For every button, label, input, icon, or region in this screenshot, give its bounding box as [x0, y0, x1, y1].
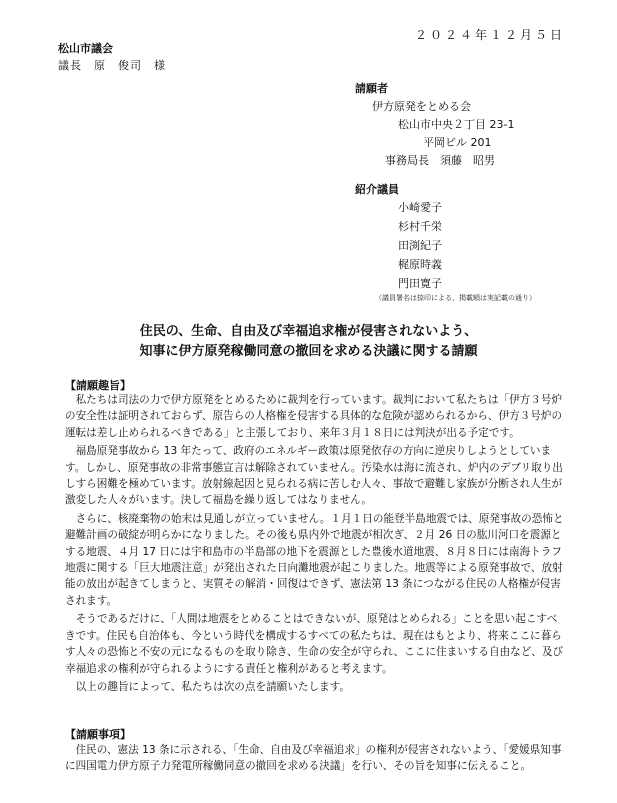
introducer-member: 門田寛子	[398, 277, 442, 290]
introducer-member: 田渕紀子	[398, 239, 442, 252]
items-body	[65, 742, 565, 777]
introducer-member: 梶原時義	[398, 258, 442, 271]
petitioner-address-line1: 松山市中央２丁目 23-1	[398, 118, 515, 131]
purpose-heading: 【請願趣旨】	[65, 379, 131, 392]
petition-title-line2: 知事に伊方原発稼働同意の撤回を求める決議に関する請願	[139, 344, 478, 359]
purpose-paragraph: 私たちは司法の力で伊方原発をとめるために裁判を行っています。裁判において私たちは「伊方３号炉の安全性は証明されておらず、原告らの人格権を侵害する具体的な危険が認められるから、伊方３号炉の運転は差し止められるべきである」と主張しており、来年３月１８日には判決が出る予定です。	[65, 394, 563, 439]
addressee-org: 松山市議会	[58, 42, 113, 55]
purpose-paragraph: 以上の趣旨によって、私たちは次の点を請願いたします。	[75, 680, 350, 693]
purpose-paragraph: さらに、核廃棄物の始末は見通しが立っていません。１月１日の能登半島地震では、原発事故の恐怖と避難計画の破綻が明らかになりました。その後も県内外で地震が相次ぎ、２月 26 日の肱川河口を震源とする地震、４月 17 日には宇和島市の半島部の地下を震源とした豊後水道地震、８月８日には南海トラフ地震に関する「巨大地震注意」が発出された日向灘地震が起こりました。地震等による原発事故で、放射能の放出が起きてしまうと、実質その解消・回復はできず、憲法第 13 条につながる住民の人格権が侵害されます。	[65, 512, 564, 607]
purpose-body	[65, 392, 565, 697]
petitioner-representative: 事務局長 須藤 昭男	[385, 154, 495, 167]
purpose-paragraph: 福島原発事故から 13 年たって、政府のエネルギー政策は原発依存の方向に逆戻りしようとしています。しかし、原発事故の非常事態宣言は解除されていません。汚染水は海に流され、炉内のデブリ取り出しすら困難を極めています。放射線起因と見られる病に苦しむ人々、事故で避難し家族が分断され人生が激変した人々がいます。決して福島を繰り返してはなりません。	[65, 445, 563, 507]
introducer-member: 杉村千栄	[398, 220, 442, 233]
introducers-label: 紹介議員	[355, 183, 399, 196]
petition-title-line1: 住民の、生命、自由及び幸福追求権が侵害されないよう、	[139, 324, 478, 339]
petitioner-org: 伊方原発をとめる会	[372, 100, 471, 113]
petitioner-label: 請願者	[355, 82, 388, 95]
introducer-member: 小崎愛子	[398, 201, 442, 214]
introducers-note: （議員署名は捺印による、掲載順は実記載の通り）	[375, 294, 536, 302]
document-date: ２０２４年１２月５日	[414, 28, 565, 42]
addressee-name: 議長 原 俊司 様	[58, 59, 166, 72]
petitioner-address-line2: 平岡ビル 201	[423, 136, 492, 149]
items-paragraph: 住民の、憲法 13 条に示される、「生命、自由及び幸福追求」の権利が侵害されないよう、「愛媛県知事に四国電力伊方原子力発電所稼働同意の撤回を求める決議」を行い、その旨を知事に伝えること。	[65, 744, 562, 773]
items-heading: 【請願事項】	[65, 728, 131, 741]
purpose-paragraph: そうであるだけに、「人間は地震をとめることはできないが、原発はとめられる」ことを思い起こすべきです。住民も自治体も、今という時代を構成するすべての私たちは、現在はもとより、将来ここに暮らす人々の恐怖と不安の元になるものを取り除き、生命の安全が守られ、ここに住まいする自由など、及び幸福追求の権利が守られるようにする責任と権利があると考えます。	[65, 613, 564, 675]
